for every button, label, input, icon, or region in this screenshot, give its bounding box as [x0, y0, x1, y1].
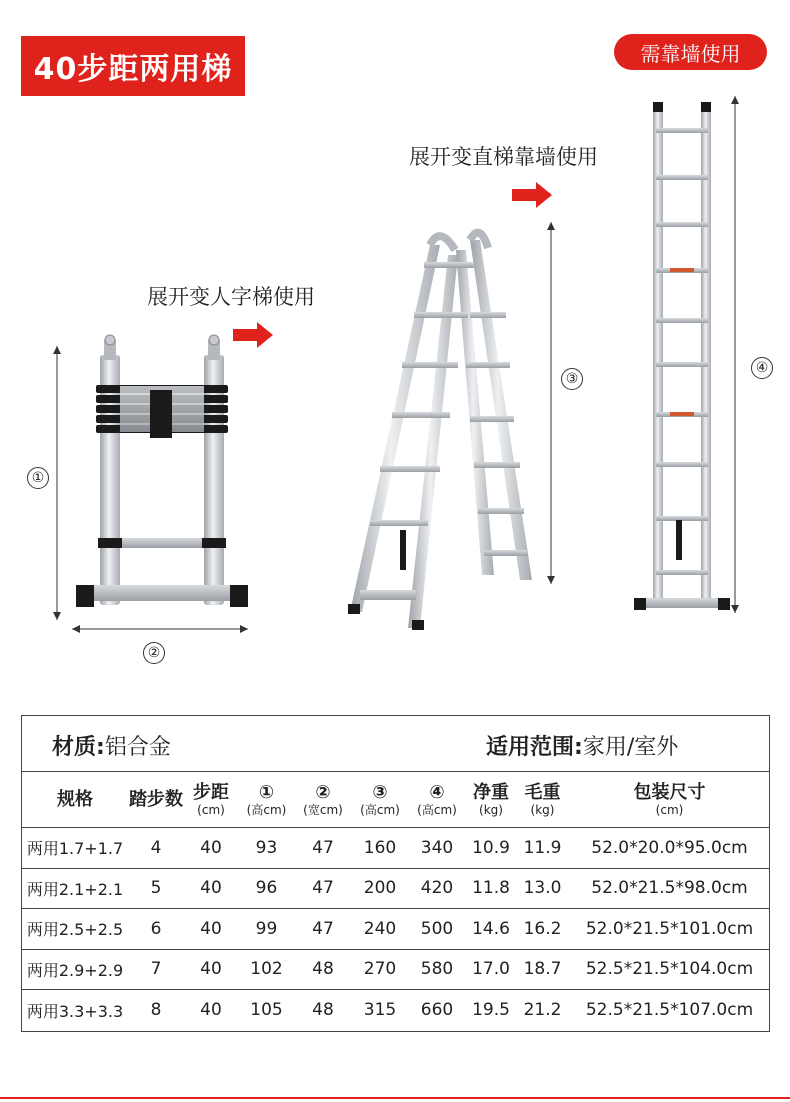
- table-cell: 40: [200, 1000, 222, 1021]
- table-cell: 40: [200, 959, 222, 980]
- column-header: ② (宽cm): [303, 781, 343, 817]
- dimension-marker-3: ③: [561, 368, 583, 390]
- table-cell: 两用3.3+3.3: [26, 1001, 124, 1021]
- table-cell: 47: [312, 878, 334, 899]
- table-cell: 47: [312, 837, 334, 858]
- column-header: 包装尺寸 (cm): [633, 781, 706, 817]
- column-header: 踏步数: [129, 788, 183, 810]
- material-info: [52, 730, 171, 761]
- usage-label: 适用范围:: [486, 735, 583, 760]
- dimension-marker-1: ①: [27, 467, 49, 489]
- a-frame-caption: 展开变人字梯使用: [147, 285, 315, 309]
- column-header: 规格: [57, 788, 93, 810]
- table-cell: 40: [200, 878, 222, 899]
- table-cell: 580: [420, 959, 454, 980]
- table-cell: 11.9: [523, 837, 562, 858]
- column-header: ④ (高cm): [417, 781, 457, 817]
- table-cell: 160: [363, 837, 397, 858]
- table-cell: 21.2: [523, 1000, 562, 1021]
- table-cell: 240: [363, 918, 397, 939]
- table-row: [22, 909, 769, 950]
- dimension-line-2: [72, 625, 248, 633]
- table-cell: 52.5*21.5*107.0cm: [585, 1000, 754, 1021]
- table-cell: 200: [363, 878, 397, 899]
- table-cell: 19.5: [472, 1000, 510, 1021]
- spec-table-summary: [22, 716, 769, 772]
- table-cell: 40: [200, 918, 222, 939]
- table-cell: 两用2.5+2.5: [26, 920, 124, 940]
- table-cell: 660: [420, 1000, 454, 1021]
- straight-ladder: [634, 102, 730, 610]
- table-cell: 两用2.1+2.1: [26, 879, 124, 899]
- table-cell: 52.0*21.5*101.0cm: [585, 918, 754, 939]
- column-header: ③ (高cm): [360, 781, 400, 817]
- table-cell: 270: [363, 959, 397, 980]
- table-cell: 47: [312, 918, 334, 939]
- table-cell: 11.8: [472, 878, 510, 899]
- table-cell: 420: [420, 878, 454, 899]
- table-cell: 两用2.9+2.9: [26, 960, 124, 980]
- table-cell: 16.2: [523, 918, 562, 939]
- dimension-marker-4: ④: [751, 357, 773, 379]
- wall-use-badge: 需靠墙使用: [614, 34, 767, 70]
- table-cell: 93: [255, 837, 278, 858]
- table-row: [22, 990, 769, 1031]
- table-row: [22, 950, 769, 991]
- table-cell: 52.0*21.5*98.0cm: [591, 878, 748, 899]
- table-row: [22, 828, 769, 869]
- dimension-marker-2: ②: [143, 642, 165, 664]
- table-cell: 18.7: [523, 959, 562, 980]
- table-cell: 40: [200, 837, 222, 858]
- dimension-line-1: [53, 346, 61, 620]
- table-header-row: [22, 772, 769, 828]
- table-cell: 10.9: [472, 837, 510, 858]
- table-cell: 48: [312, 1000, 334, 1021]
- table-row: [22, 869, 769, 910]
- table-cell: 102: [250, 959, 283, 980]
- dimension-line-3: [547, 222, 555, 584]
- product-title-badge: 40步距两用梯: [21, 36, 245, 96]
- table-cell: 99: [255, 918, 278, 939]
- table-cell: 5: [150, 878, 162, 899]
- usage-value: 家用/室外: [582, 735, 679, 760]
- a-frame-ladder: [348, 233, 532, 630]
- material-value: 铝合金: [104, 735, 171, 760]
- spec-table: [21, 715, 770, 1032]
- column-header: 步距 (cm): [193, 781, 229, 817]
- folded-ladder: [76, 335, 248, 607]
- table-cell: 96: [255, 878, 278, 899]
- table-cell: 17.0: [472, 959, 510, 980]
- table-cell: 两用1.7+1.7: [26, 839, 124, 859]
- dimension-line-4: [731, 96, 739, 613]
- material-label: 材质:: [52, 735, 105, 760]
- table-cell: 52.5*21.5*104.0cm: [585, 959, 754, 980]
- column-header: 毛重 (kg): [524, 781, 561, 817]
- straight-caption: 展开变直梯靠墙使用: [409, 145, 598, 169]
- table-cell: 52.0*20.0*95.0cm: [591, 837, 748, 858]
- bottom-divider: [0, 1097, 790, 1099]
- table-cell: 105: [250, 1000, 283, 1021]
- table-cell: 48: [312, 959, 334, 980]
- table-cell: 500: [420, 918, 454, 939]
- table-cell: 13.0: [523, 878, 562, 899]
- usage-info: [486, 730, 678, 761]
- table-cell: 340: [420, 837, 454, 858]
- column-header: 净重 (kg): [473, 781, 509, 817]
- table-cell: 4: [150, 837, 162, 858]
- table-cell: 6: [150, 918, 162, 939]
- table-cell: 315: [363, 1000, 397, 1021]
- table-cell: 14.6: [472, 918, 510, 939]
- column-header: ① (高cm): [246, 781, 287, 817]
- table-cell: 7: [150, 959, 162, 980]
- table-cell: 8: [150, 1000, 162, 1021]
